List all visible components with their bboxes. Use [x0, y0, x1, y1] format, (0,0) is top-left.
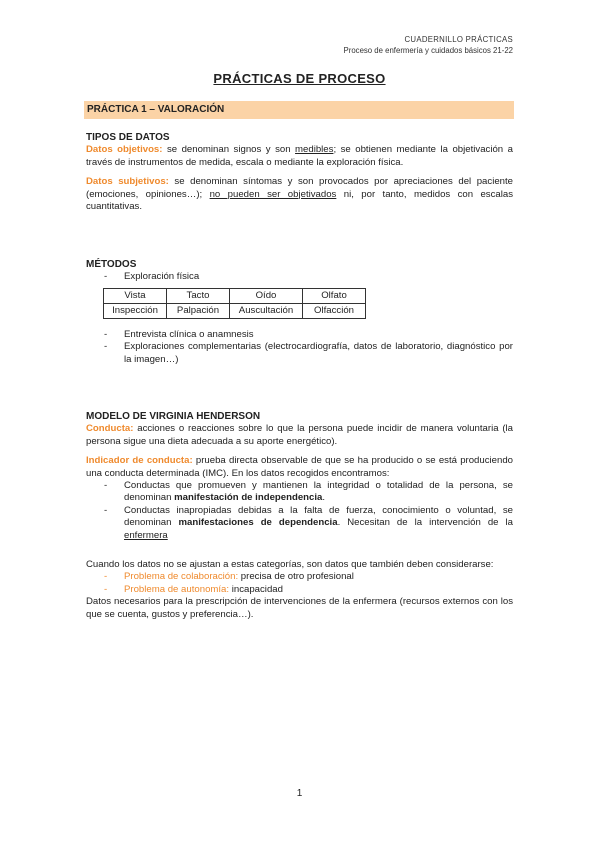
table-header-cell: Vista	[104, 288, 167, 303]
conducta-paragraph: Conducta: acciones o reacciones sobre lo que la persona puede incidir de manera voluntaria (la persona sigue una dieta adecuada a su aporte energético).	[86, 423, 513, 447]
list-item: - Problema de autonomía: incapacidad	[104, 583, 283, 595]
problema-colaboracion-term: Problema de colaboración:	[124, 571, 239, 583]
list-item: - Problema de colaboración: precisa de otro profesional	[104, 571, 354, 583]
list-item: - Exploraciones complementarias (electrocardiografía, datos de laboratorio, diagnóstico por la imagen…)	[104, 341, 513, 365]
datos-subjetivos-paragraph: Datos subjetivos: se denominan síntomas y son provocados por apreciaciones del paciente (emociones, opiniones…); no pueden ser objetivados ni, por tanto, medidos con escalas cuantitativas.	[86, 176, 513, 213]
table-cell: Inspección	[104, 303, 167, 318]
tipos-heading: TIPOS DE DATOS	[86, 132, 170, 143]
metodos-table	[103, 288, 366, 319]
cuando-paragraph: Cuando los datos no se ajustan a estas categorías, son datos que también deben considerarse:	[86, 559, 494, 571]
page-header	[344, 34, 513, 56]
table-cell: Olfacción	[303, 303, 366, 318]
list-item: - Entrevista clínica o anamnesis	[104, 328, 254, 340]
indicador-paragraph: Indicador de conducta: prueba directa observable de que se ha producido o se está produciendo una conducta determinada (IMC). En los datos recogidos encontramos:	[86, 455, 513, 479]
list-item: - Conductas que promueven y mantienen la integridad o totalidad de la persona, se denominan manifestación de independencia.	[104, 480, 513, 504]
list-item: - Conductas inapropiadas debidas a la falta de fuerza, conocimiento o voluntad, se denominan manifestaciones de dependencia. Necesitan de la intervención de la enfermera	[104, 504, 514, 541]
table-cell: Palpación	[167, 303, 230, 318]
table-header-cell: Olfato	[303, 288, 366, 303]
final-paragraph: Datos necesarios para la prescripción de intervenciones de la enfermera (recursos externos con los que se cuenta, gustos y preferencia…).	[86, 596, 513, 620]
datos-objetivos-paragraph: Datos objetivos: se denominan signos y son medibles; se obtienen mediante la objetivación a través de instrumentos de medida, escala o mediante la exploración física.	[86, 144, 513, 168]
table-cell: Auscultación	[230, 303, 303, 318]
indicador-term: Indicador de conducta:	[86, 455, 193, 467]
tipos-de-datos-block	[86, 132, 513, 213]
header-line-1: CUADERNILLO PRÁCTICAS	[404, 35, 513, 44]
metodos-block	[86, 259, 513, 366]
list-item: - Exploración física	[104, 271, 200, 283]
page-number: 1	[296, 788, 303, 799]
datos-subjetivos-term: Datos subjetivos:	[86, 176, 169, 188]
header-line-2: Proceso de enfermería y cuidados básicos 21-22	[343, 46, 513, 55]
table-row	[104, 303, 366, 318]
datos-objetivos-term: Datos objetivos:	[86, 144, 163, 156]
page-title: PRÁCTICAS DE PROCESO	[213, 71, 386, 86]
henderson-block	[86, 411, 513, 621]
table-header-cell: Tacto	[167, 288, 230, 303]
conducta-term: Conducta:	[86, 423, 134, 435]
section-heading: PRÁCTICA 1 – VALORACIÓN	[84, 101, 514, 119]
metodos-heading: MÉTODOS	[86, 259, 137, 270]
problema-autonomia-term: Problema de autonomía:	[124, 583, 230, 595]
table-header-cell: Oído	[230, 288, 303, 303]
henderson-heading: MODELO DE VIRGINIA HENDERSON	[86, 411, 261, 422]
table-row	[104, 288, 366, 303]
